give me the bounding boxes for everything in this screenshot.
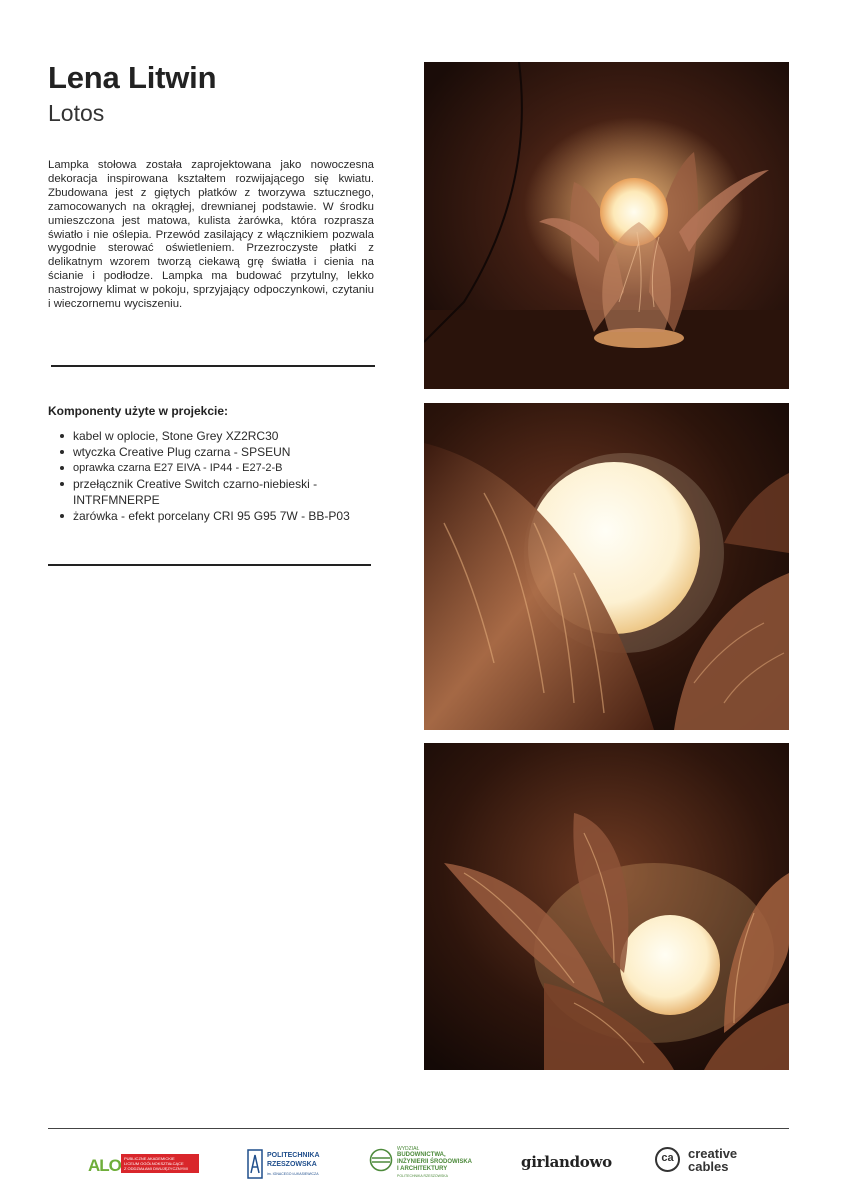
girlandowo-wordmark: girlandowo [521, 1153, 612, 1171]
wydzial-logo-line: INŻYNIERII ŚRODOWISKA [397, 1159, 473, 1165]
alo-logo-banner [121, 1154, 199, 1173]
wydzial-logo-sub: POLITECHNIKA RZESZOWSKA [397, 1174, 448, 1178]
divider-top [51, 365, 375, 367]
list-item: wtyczka Creative Plug czarna - SPSEUN [58, 444, 368, 460]
alo-logo-line: Z ODDZIAŁAMI DWUJĘZYCZNYMI [124, 1166, 188, 1171]
wydzial-logo [369, 1140, 474, 1190]
components-heading: Komponenty użyte w projekcie: [48, 404, 229, 418]
politechnika-logo-sub: im. IGNACEGO ŁUKASIEWICZA [267, 1172, 319, 1176]
components-list [58, 428, 368, 524]
footer-divider [48, 1128, 789, 1129]
creative-cables-line: creative [688, 1146, 738, 1161]
creative-cables-line: cables [688, 1159, 729, 1174]
bullet-icon [60, 434, 64, 438]
bullet-icon [60, 482, 64, 486]
politechnika-logo-line: POLITECHNIKA [267, 1152, 320, 1159]
list-item: przełącznik Creative Switch czarno-niebieski - INTRFMNERPE [58, 476, 368, 508]
lamp-petals-closeup-photo [424, 743, 789, 1070]
wydzial-logo-line: I ARCHITEKTURY [397, 1166, 448, 1172]
wydzial-logo-line: BUDOWNICTWA, [397, 1152, 446, 1158]
politechnika-emblem-icon [247, 1149, 263, 1179]
divider-bottom [48, 564, 371, 566]
bullet-icon [60, 450, 64, 454]
project-description: Lampka stołowa została zaprojektowana jako nowoczesna dekoracja inspirowana kształtem rozwijającego się kwiatu. Zbudowana jest z giętych płatków z tworzywa sztucznego, zamocowanych na okrągłej, drewnianej podstawie. W środku umieszczona jest matowa, kulista żarówka, która rozprasza światło i nie oślepia. Przewód zasilający z włącznikiem pozwala wygodnie sterować oświetleniem. Przezroczyste płatki z delikatnym wzorem tworzą ciekawą grę światła i cienia na ścianie i podłodze. Lampka ma budować przytulny, lekko nastrojowy klimat w pokoju, sprzyjający odpoczynkowi, czytaniu i wieczornemu wyciszeniu. [48, 159, 374, 311]
alo-logo-line: LICEUM OGÓLNOKSZTAŁCĄCE [124, 1161, 184, 1166]
girlandowo-logo [521, 1140, 616, 1190]
list-item: kabel w oplocie, Stone Grey XZ2RC30 [58, 428, 368, 444]
politechnika-rzeszowska-logo [247, 1140, 322, 1190]
lamp-bulb-closeup-photo [424, 403, 789, 730]
list-item: oprawka czarna E27 EIVA - IP44 - E27-2-B [58, 460, 368, 476]
list-item: żarówka - efekt porcelany CRI 95 G95 7W - BB-P03 [58, 508, 368, 524]
wydzial-logo-line: WYDZIAŁ [397, 1146, 420, 1152]
creative-cables-badge-icon [655, 1147, 680, 1172]
bullet-icon [60, 514, 64, 518]
wydzial-emblem-icon [369, 1148, 393, 1172]
alo-logo-line: PUBLICZNE AKADEMICKIE [124, 1156, 175, 1161]
author-name: Lena Litwin [48, 60, 217, 95]
lamp-full-view-photo [424, 62, 789, 389]
alo-logo-mark: ALO [88, 1156, 121, 1175]
creative-cables-logo [655, 1140, 755, 1190]
project-name: Lotos [48, 100, 105, 126]
politechnika-logo-line: RZESZOWSKA [267, 1161, 317, 1168]
creative-cables-mark: ca [661, 1152, 674, 1164]
bullet-icon [60, 466, 64, 470]
alo-logo [88, 1140, 200, 1190]
